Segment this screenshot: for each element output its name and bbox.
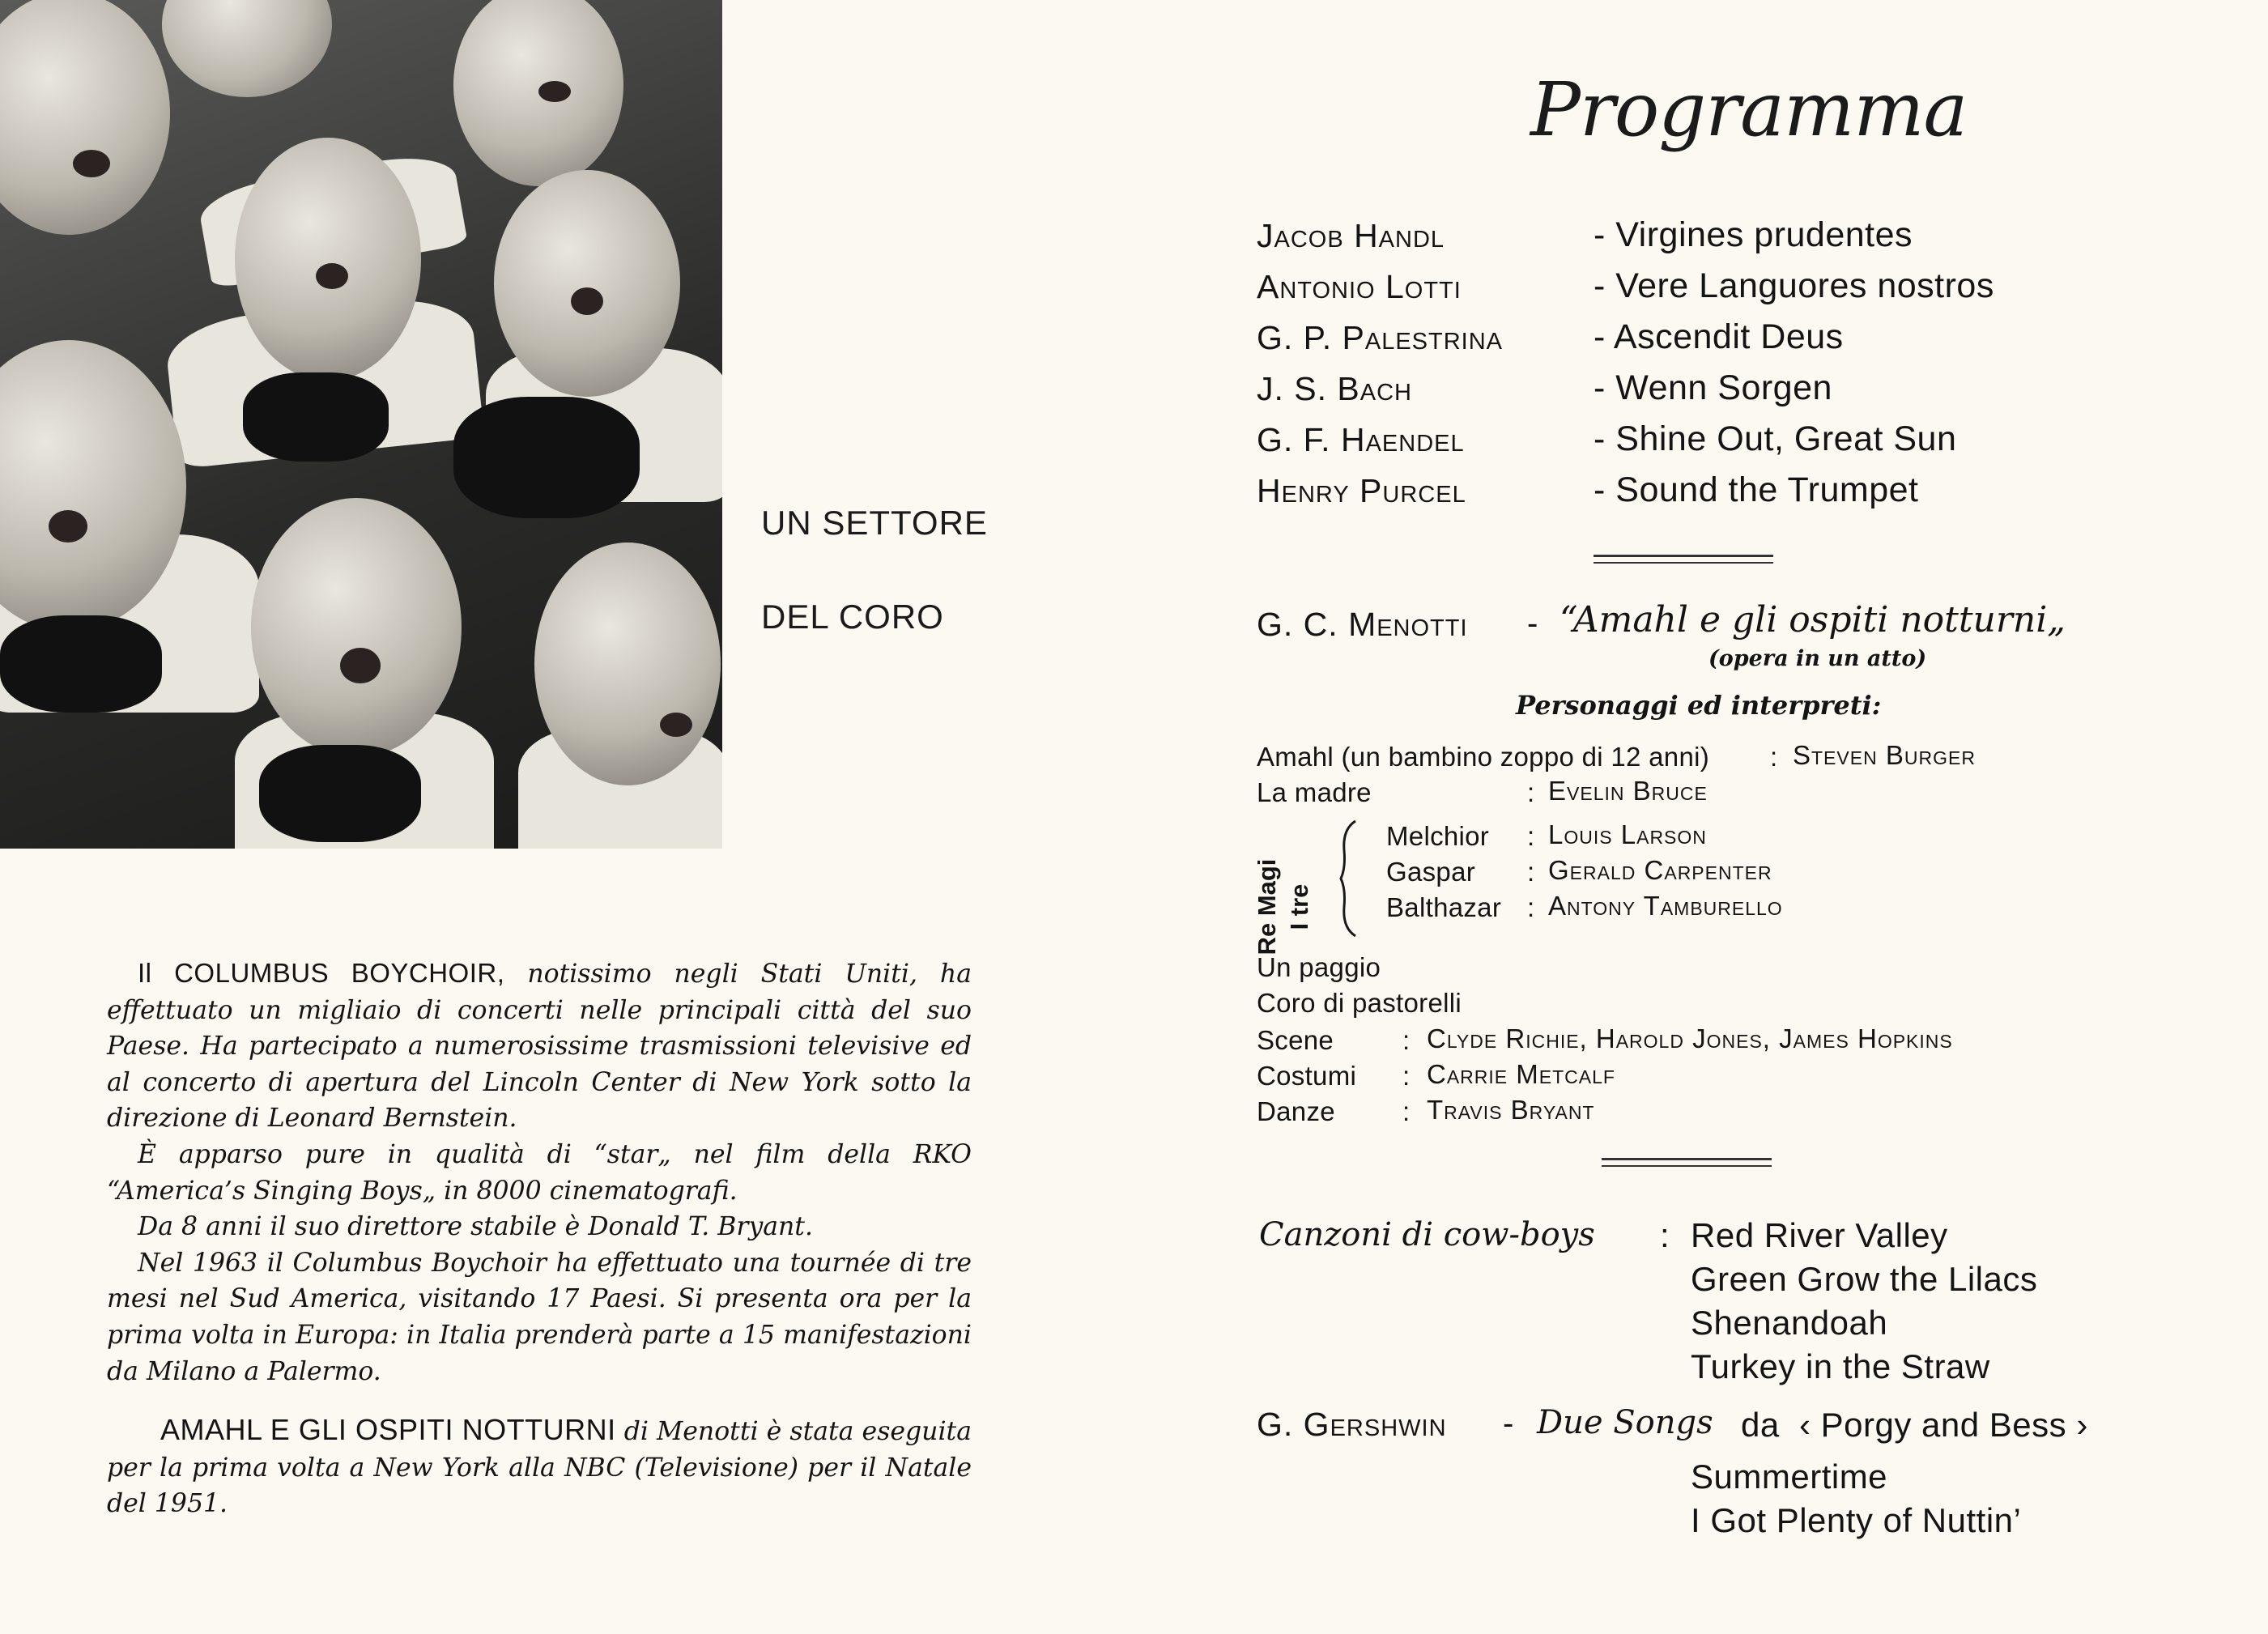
crew-value-danze: Travis Bryant [1427, 1095, 1595, 1125]
choir-biography [107, 955, 972, 1389]
sep-melchior: : [1527, 821, 1535, 851]
gershwin-song-1: Summertime [1691, 1457, 1888, 1496]
composer-4: J. S. Bach [1257, 370, 1412, 407]
bio-paragraph-5: di Menotti è stata eseguita per la prima volta a New York alla NBC (Televisione) per il Natale del 1951. [107, 1417, 972, 1519]
opera-composer: G. C. Menotti [1257, 606, 1468, 643]
sep-amahl: : [1770, 742, 1778, 772]
composer-2: Antonio Lotti [1257, 268, 1462, 305]
role-madre: La madre [1257, 777, 1372, 807]
cowboy-song-3: Shenandoah [1691, 1304, 1888, 1342]
bio-paragraph-1: notissimo negli Stati Uniti, ha effettuato un migliaio di concerti nelle principali città del suo Paese. Ha partecipato a numerosissime trasmissioni televisive ed al concerto di apertura del Lincoln Center di New York sotto la direzione di Leonard Bernstein. [107, 960, 972, 1134]
cowboy-song-2: Green Grow the Lilacs [1691, 1260, 2038, 1298]
actor-amahl: Steven Burger [1793, 740, 1976, 770]
gershwin-song-2: I Got Plenty of Nuttin’ [1691, 1501, 2022, 1539]
extra-pastorelli: Coro di pastorelli [1257, 988, 1462, 1018]
actor-melchior: Louis Larson [1548, 819, 1707, 849]
crew-sep-costumi: : [1402, 1061, 1411, 1091]
magi-label-line2: Re Magi [1253, 858, 1281, 955]
role-amahl: Amahl (un bambino zoppo di 12 anni) [1257, 742, 1710, 772]
magi-label [1251, 854, 1316, 960]
crew-sep-danze: : [1402, 1096, 1411, 1126]
work-5: - Shine Out, Great Sun [1594, 419, 1957, 458]
crew-role-danze: Danze [1257, 1096, 1335, 1126]
role-melchior: Melchior [1386, 821, 1490, 851]
crew-value-scene: Clyde Richie, Harold Jones, James Hopkins [1427, 1023, 1953, 1053]
opera-subtitle: (opera in un atto) [1708, 646, 1927, 671]
divider-2a [1602, 1158, 1772, 1160]
divider-1a [1594, 555, 1773, 557]
opera-note [107, 1412, 972, 1522]
sep-gaspar: : [1527, 857, 1535, 887]
cowboy-label: Canzoni di cow-boys [1259, 1216, 1595, 1253]
work-3: - Ascendit Deus [1594, 317, 1844, 356]
composer-3: G. P. Palestrina [1257, 319, 1504, 356]
choir-photo [0, 0, 722, 849]
crew-sep-scene: : [1402, 1025, 1411, 1055]
role-balthazar: Balthazar [1386, 892, 1502, 922]
work-6: - Sound the Trumpet [1594, 470, 1919, 509]
crew-role-costumi: Costumi [1257, 1061, 1357, 1091]
program-title: Programma [1530, 66, 1968, 153]
photo-caption-line2: DEL CORO [761, 598, 944, 636]
composer-6: Henry Purcel [1257, 472, 1466, 509]
opera-name: AMAHL E GLI OSPITI NOTTURNI [160, 1413, 616, 1446]
sep-madre: : [1527, 777, 1535, 807]
photo-caption-line1: UN SETTORE [761, 504, 988, 542]
gershwin-composer: G. Gershwin [1257, 1406, 1447, 1443]
composer-5: G. F. Haendel [1257, 421, 1465, 458]
bio-paragraph-3: Da 8 anni il suo direttore stabile è Donald T. Bryant. [138, 1212, 813, 1242]
gershwin-title: Due Songs [1537, 1404, 1713, 1441]
work-1: - Virgines prudentes [1594, 215, 1913, 254]
work-2: - Vere Languores nostros [1594, 266, 1994, 305]
cowboy-sep: : [1660, 1216, 1670, 1254]
crew-value-costumi: Carrie Metcalf [1427, 1059, 1615, 1089]
cast-heading: Personaggi ed interpreti: [1516, 690, 1882, 721]
role-gaspar: Gaspar [1386, 857, 1476, 887]
sep-balthazar: : [1527, 892, 1535, 922]
actor-balthazar: Antony Tamburello [1548, 891, 1783, 921]
bio-paragraph-2: È apparso pure in qualità di “star„ nel film della RKO “America’s Singing Boys„ in 8000 cinematografi. [107, 1139, 972, 1206]
composer-1: Jacob Handl [1257, 217, 1445, 254]
magi-brace [1338, 818, 1362, 939]
crew-role-scene: Scene [1257, 1025, 1334, 1055]
bio-paragraph-4: Nel 1963 il Columbus Boychoir ha effettuato una tournée di tre mesi nel Sud America, visitando 17 Paesi. Si presenta ora per la prima volta in Europa: in Italia prenderà parte a 15 manifestazioni da Milano a Palermo. [107, 1248, 972, 1386]
gershwin-dash: - [1503, 1406, 1514, 1441]
opera-title: “Amahl e gli ospiti notturni„ [1560, 599, 2066, 640]
gershwin-source: ‹ Porgy and Bess › [1799, 1406, 2088, 1444]
cowboy-song-4: Turkey in the Straw [1691, 1347, 1990, 1385]
work-4: - Wenn Sorgen [1594, 368, 1832, 407]
cowboy-song-1: Red River Valley [1691, 1216, 1948, 1254]
gershwin-da: da [1741, 1406, 1780, 1444]
magi-label-line1: I tre [1285, 883, 1313, 930]
divider-1b [1594, 562, 1773, 564]
choir-name: Il COLUMBUS BOYCHOIR, [138, 958, 505, 988]
divider-2b [1602, 1165, 1772, 1167]
actor-gaspar: Gerald Carpenter [1548, 855, 1772, 885]
extra-paggio: Un paggio [1257, 952, 1381, 982]
actor-madre: Evelin Bruce [1548, 776, 1708, 806]
opera-dash: - [1527, 606, 1538, 641]
